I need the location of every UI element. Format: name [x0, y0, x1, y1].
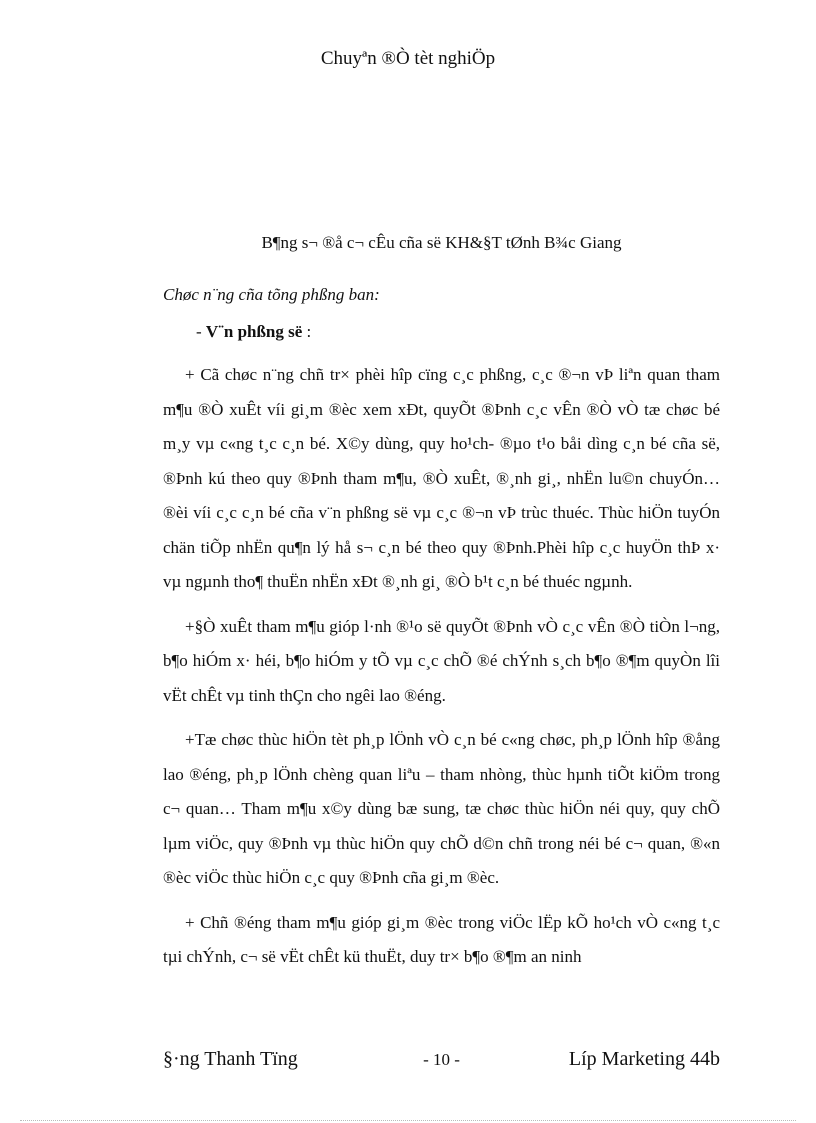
body-text	[163, 358, 720, 975]
section-label: Chøc n¨ng cña tõng phßng ban:	[163, 285, 380, 304]
footer-author: §·ng Thanh Tïng	[163, 1048, 298, 1070]
page-footer	[163, 1048, 720, 1078]
sub-heading	[196, 322, 311, 342]
paragraph-3: +Tæ chøc thùc hiÖn tèt ph¸p lÖnh vÒ c¸n bé c«ng chøc, ph¸p lÖnh hîp ®ång lao ®éng, ph¸p lÖnh chèng quan liªu – tham nhòng, thùc hµnh tiÕt kiÖm trong c¬ quan… Tham m¶u x©y dùng bæ sung, tæ chøc thùc hiÖn néi quy, quy chÕ lµm viÖc, quy ®Þnh vµ thùc hiÖn quy chÕ d©n chñ trong néi bé c¬ quan, ®«n ®èc viÖc thùc hiÖn c¸c quy ®Þnh cña gi¸m ®èc.	[163, 730, 720, 887]
document-title: B¶ng s¬ ®å c¬ cÊu cña së KH&§T tØnh B¾c Giang	[261, 233, 622, 252]
sub-heading-suffix: :	[302, 322, 312, 341]
footer-page-number: - 10 -	[423, 1050, 460, 1069]
sub-heading-label: V¨n phßng së	[205, 322, 303, 341]
page-edge-divider	[20, 1120, 796, 1121]
paragraph-1: + Cã chøc n¨ng chñ tr× phèi hîp cïng c¸c phßng, c¸c ®¬n vÞ liªn quan tham m¶u ®Ò xuÊt víi gi¸m ®èc xem xÐt, quyÕt ®Þnh c¸c vÊn ®Ò vÒ tæ chøc bé m¸y vµ c«ng t¸c c¸n bé. X©y dùng, quy ho¹ch- ®µo t¹o båi dìng c¸n bé cña së, ®Þnh kú theo quy ®Þnh tham m¶u, ®Ò xuÊt, ®¸nh gi¸, nhËn lu©n chuyÓn… ®èi víi c¸c c¸n bé cña v¨n phßng së vµ c¸c ®¬n vÞ trùc thuéc. Thùc hiÖn tuyÓn chän tiÕp nhËn qu¶n lý hå s¬ c¸n bé theo quy ®Þnh.Phèi hîp c¸c huyÖn thÞ x· vµ ngµnh tho¶ thuËn nhËn xÐt ®¸nh gi¸ ®Ò b¹t c¸n bé thuéc ngµnh.	[163, 365, 720, 591]
page-header: Chuyªn ®Ò tèt nghiÖp	[320, 48, 496, 69]
sub-heading-dash: -	[196, 322, 206, 341]
paragraph-2: +§Ò xuÊt tham m¶u gióp l·nh ®¹o së quyÕt ®Þnh vÒ c¸c vÊn ®Ò tiÒn l¬ng, b¶o hiÓm x· héi, b¶o hiÓm y tÕ vµ c¸c chÕ ®é chÝnh s¸ch b¶o ®¶m quyÒn lîi vËt chÊt vµ tinh thÇn cho ngêi lao ®éng.	[163, 616, 720, 705]
paragraph-4: + Chñ ®éng tham m¶u gióp gi¸m ®èc trong viÖc lËp kÕ ho¹ch vÒ c«ng t¸c tµi chÝnh, c¬ së vËt chÊt kü thuËt, duy tr× b¶o ®¶m an ninh	[163, 912, 720, 966]
footer-class-name: Líp Marketing 44b	[568, 1048, 720, 1070]
